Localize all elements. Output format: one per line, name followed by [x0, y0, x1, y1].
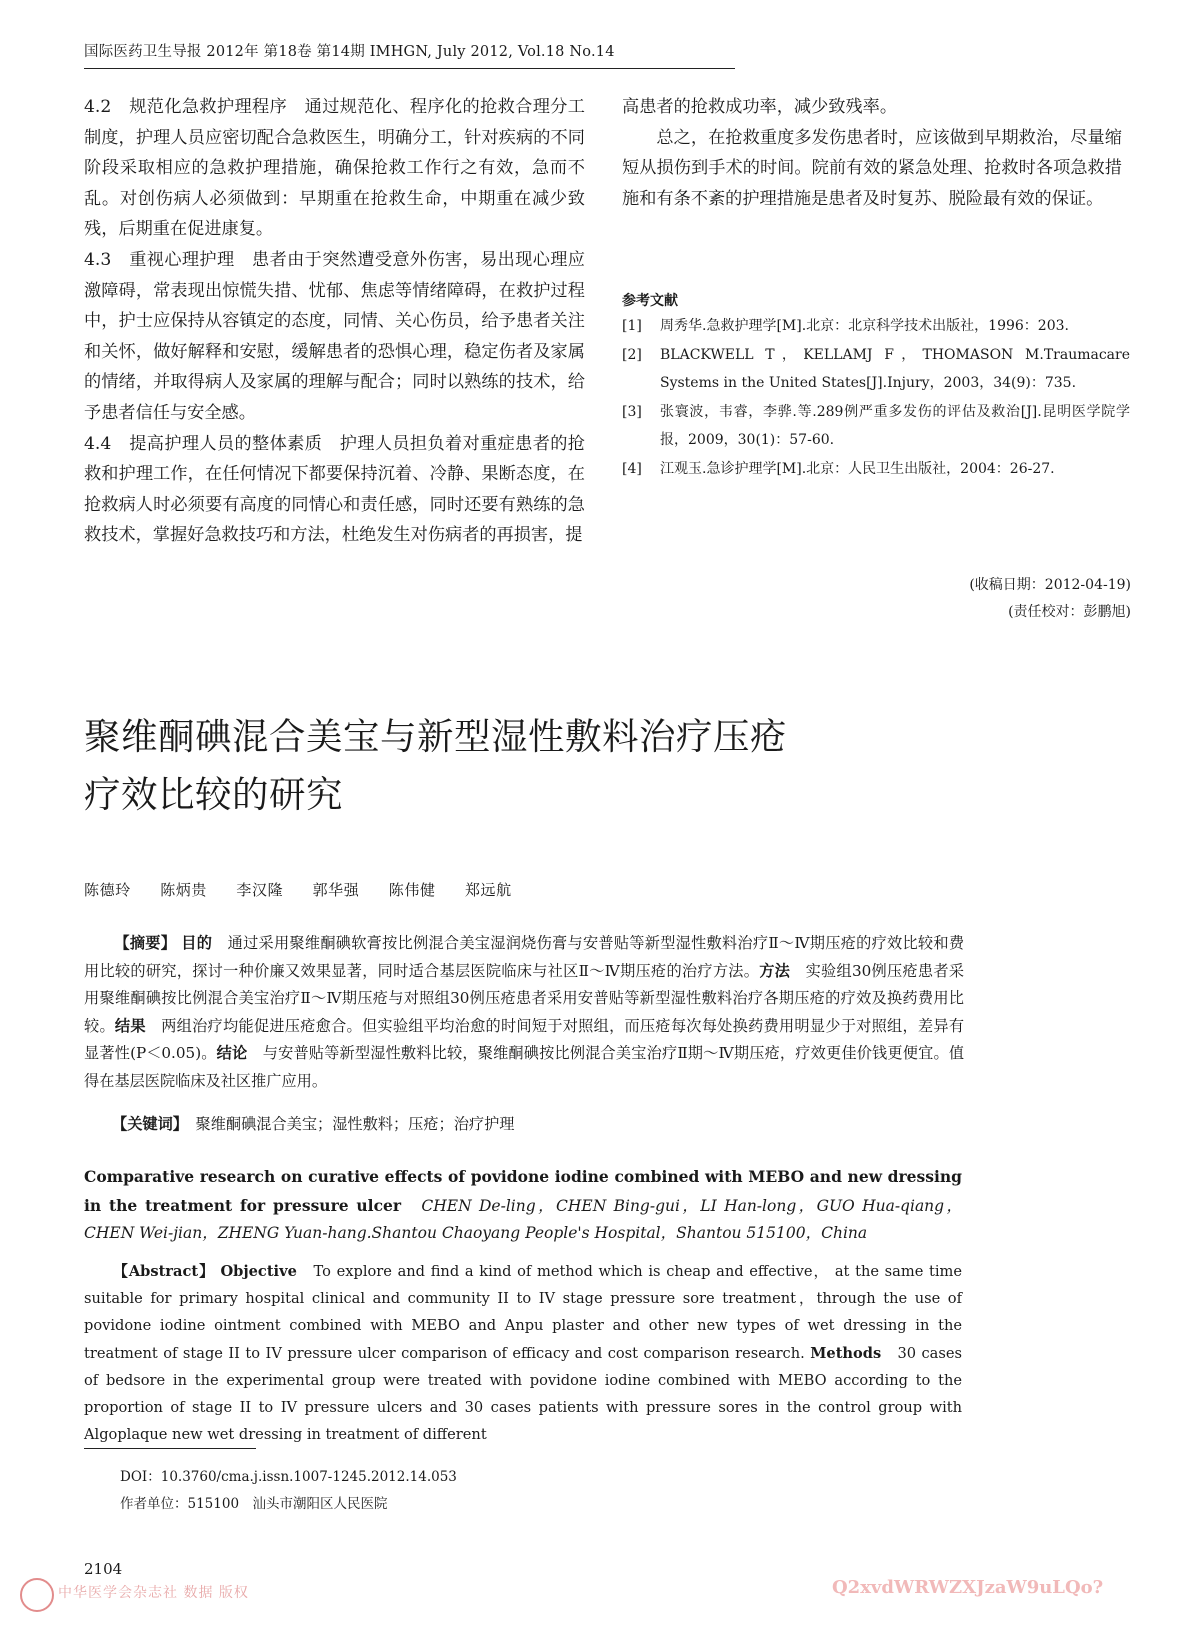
- method-label: 方法: [759, 961, 791, 980]
- author-list: [84, 879, 536, 900]
- keywords-text: 聚维酮碘混合美宝；湿性敷料；压疮；治疗护理: [180, 1115, 515, 1133]
- reference-text: 江观玉.急诊护理学[M].北京：人民卫生出版社，2004：26-27.: [660, 460, 1055, 477]
- section-4-3: [84, 245, 585, 429]
- objective-text: 通过采用聚维酮碘软膏按比例混合美宝湿润烧伤膏与安普贴等新型湿性敷料治疗Ⅱ～Ⅳ期压疮的疗效比较和费用比较的研究，探讨一种价廉又效果显著，同时适合基层医院临床与社区Ⅱ～Ⅳ期压疮的治疗方法。: [84, 934, 965, 980]
- references-list: [622, 312, 1130, 483]
- chinese-abstract: [84, 930, 964, 1095]
- section-4-3-text: 患者由于突然遭受意外伤害，易出现心理应激障碍，常表现出惊慌失措、忧郁、焦虑等情绪障碍，在救护过程中，护士应保持从容镇定的态度，同情、关心伤员，给予患者关注和关怀，做好解释和安慰，缓解患者的恐惧心理，稳定伤者及家属的情绪，并取得病人及家属的理解与配合；同时以熟练的技术，给予患者信任与安全感。: [84, 249, 585, 423]
- received-date: (收稿日期：2012-04-19): [969, 577, 1131, 593]
- right-paragraph-1: 高患者的抢救成功率，减少致残率。: [622, 97, 898, 117]
- left-column: [84, 92, 585, 551]
- header-rule: [84, 68, 735, 69]
- article-title-line-2: 疗效比较的研究: [84, 773, 343, 816]
- en-objective-label: Objective: [220, 1263, 297, 1280]
- method-text: 实验组30例压疮患者采用聚维酮碘按比例混合美宝治疗Ⅱ～Ⅳ期压疮与对照组30例压疮患者采用安普贴等新型湿性敷料治疗各期压疮的疗效及换药费用比较。: [84, 961, 965, 1035]
- article-title: [84, 708, 944, 824]
- reference-number: [4]: [622, 460, 642, 477]
- abstract-label: 【摘要】: [114, 934, 177, 952]
- conclusion-label: 结论: [216, 1044, 248, 1062]
- objective-label: 目的: [181, 934, 213, 952]
- author-name: 陈伟健: [388, 881, 436, 899]
- references-heading: 参考文献: [622, 293, 678, 309]
- author-name: 李汉隆: [236, 881, 284, 899]
- publisher-seal-icon: [20, 1578, 54, 1612]
- result-label: 结果: [114, 1016, 146, 1035]
- footnote-rule: [84, 1448, 256, 1449]
- section-4-4-heading: 4.4 提高护理人员的整体素质: [84, 433, 323, 454]
- en-methods-text: 30 cases of bedsore in the experimental group were treated with povidone iodine combined with MEBO according to the proportion of stage II to IV pressure ulcers and 30 cases patients with pressure sores in the control group with Algoplaque new wet dressing in treatment of different: [84, 1344, 962, 1444]
- reference-item: [622, 341, 1130, 398]
- english-title: [84, 1163, 962, 1248]
- reference-number: [3]: [622, 403, 642, 420]
- section-4-4-text: 护理人员担负着对重症患者的抢救和护理工作，在任何情况下都要保持沉着、冷静、果断态度，在抢救病人时必须要有高度的同情心和责任感，同时还要有熟练的急救技术，掌握好急救技巧和方法，杜绝发生对伤病者的再损害，提: [84, 433, 585, 546]
- reference-text: BLACKWELL T，KELLAMJ F，THOMASON M.Traumacare Systems in the United States[J].Injury，2003，34(9)：735.: [660, 346, 1130, 391]
- footnotes: [120, 1464, 457, 1518]
- en-objective-text: To explore and find a kind of method which is cheap and effective， at the same time suitable for primary hospital clinical and community II to IV stage pressure sore treatment，through the use of povidone iodine ointment combined with MEBO and Anpu plaster and other new types of wet dressing in the treatment of stage II to IV pressure ulcer comparison of efficacy and cost comparison research.: [84, 1263, 963, 1362]
- received-info: [969, 572, 1131, 626]
- keywords: [112, 1113, 514, 1134]
- keywords-label: 【关键词】: [112, 1115, 181, 1133]
- author-name: 郑远航: [464, 881, 512, 899]
- result-text: 两组治疗均能促进压疮愈合。但实验组平均治愈的时间短于对照组，而压疮每次每处换药费用明显少于对照组，差异有显著性(P＜0.05)。: [84, 1016, 965, 1062]
- english-title-text: Comparative research on curative effects of povidone iodine combined with MEBO and new dressing in the treatment for pressure ulcer: [84, 1167, 962, 1215]
- reference-item: [622, 312, 1130, 341]
- section-4-2-text: 通过规范化、程序化的抢救合理分工制度，护理人员应密切配合急救医生，明确分工，针对疾病的不同阶段采取相应的急救护理措施，确保抢救工作行之有效，急而不乱。对创伤病人必须做到：早期重在抢救生命，中期重在减少致残，后期重在促进康复。: [84, 97, 585, 240]
- english-authors: CHEN De-ling，CHEN Bing-gui，LI Han-long，GUO Hua-qiang，CHEN Wei-jian，ZHENG Yuan-hang.Shantou Chaoyang People's Hospital，Shantou 515100，China: [84, 1196, 963, 1242]
- right-paragraph-conclusion: 总之，在抢救重度多发伤患者时，应该做到早期救治，尽量缩短从损伤到手术的时间。院前有效的紧急处理、抢救时各项急救措施和有条不紊的护理措施是患者及时复苏、脱险最有效的保证。: [622, 127, 1122, 209]
- watermark: Q2xvdWRWZXJzaW9uLQo?: [832, 1577, 1104, 1598]
- proofreader: (责任校对：彭鹏旭): [1008, 604, 1131, 620]
- en-methods-label: Methods: [810, 1344, 882, 1362]
- page-number: 2104: [84, 1560, 123, 1578]
- affiliation-line: 作者单位：515100 汕头市潮阳区人民医院: [120, 1496, 388, 1512]
- running-header: 国际医药卫生导报 2012年 第18卷 第14期 IMHGN, July 2012, Vol.18 No.14: [84, 44, 615, 60]
- section-4-2: [84, 92, 585, 245]
- author-name: 陈德玲: [84, 881, 131, 899]
- section-4-3-heading: 4.3 重视心理护理: [84, 249, 235, 270]
- author-name: 陈炳贵: [160, 881, 207, 899]
- section-4-4: [84, 429, 585, 551]
- english-abstract: [84, 1258, 962, 1448]
- en-abstract-label: 【Abstract】: [113, 1263, 215, 1280]
- reference-number: [1]: [622, 318, 642, 334]
- publisher-logo: 中华医学会杂志社 数据 版权: [58, 1585, 249, 1601]
- conclusion-text: 与安普贴等新型湿性敷料比较，聚维酮碘按比例混合美宝治疗Ⅱ期～Ⅳ期压疮，疗效更佳价钱更便宜。值得在基层医院临床及社区推广应用。: [84, 1044, 965, 1090]
- reference-text: 周秀华.急救护理学[M].北京：北京科学技术出版社，1996：203.: [660, 318, 1069, 334]
- section-4-2-heading: 4.2 规范化急救护理程序: [84, 97, 288, 117]
- reference-text: 张寰波，韦睿，李骅.等.289例严重多发伤的评估及救治[J].昆明医学院学报，2009，30(1)：57-60.: [660, 403, 1130, 448]
- reference-item: [622, 398, 1130, 455]
- doi-line: DOI：10.3760/cma.j.issn.1007-1245.2012.14.053: [120, 1469, 457, 1485]
- article-title-line-1: 聚维酮碘混合美宝与新型湿性敷料治疗压疮: [84, 715, 787, 758]
- right-column: [622, 92, 1122, 214]
- reference-item: [622, 455, 1130, 484]
- reference-number: [2]: [622, 346, 642, 363]
- author-name: 郭华强: [312, 881, 360, 899]
